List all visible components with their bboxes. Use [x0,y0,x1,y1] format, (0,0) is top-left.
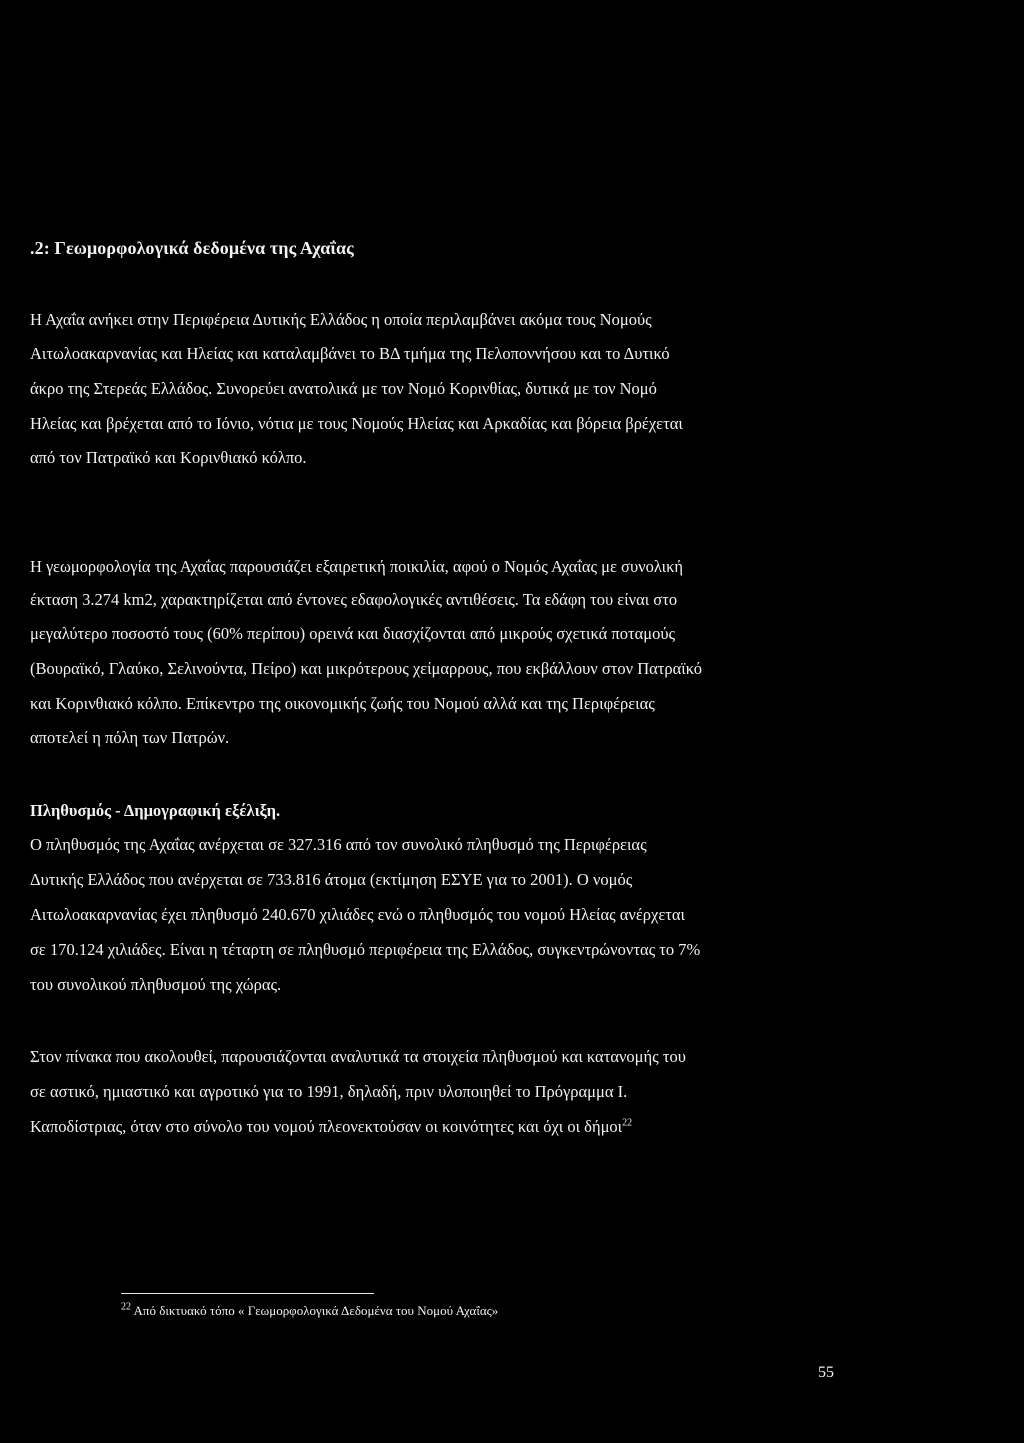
page-number: 55 [818,1364,834,1381]
paragraph-2-line: (Βουραϊκό, Γλαύκο, Σελινούντα, Πείρο) και μικρότερους χείμαρρους, που εκβάλλουν στον Πατραϊκό [30,659,702,678]
paragraph-1-line: από τον Πατραϊκό και Κορινθιακό κόλπο. [30,448,307,467]
paragraph-1-line: Αιτωλοακαρνανίας και Ηλείας και καταλαμβάνει το ΒΔ τμήμα της Πελοποννήσου και το Δυτικό [30,344,670,363]
paragraph-2-line: Η γεωμορφολογία της Αχαΐας παρουσιάζει εξαιρετική ποικιλία, αφού ο Νομός Αχαΐας με συνολική [30,557,684,576]
population-line: του συνολικού πληθυσμού της χώρας. [30,975,282,994]
paragraph-2-line: αποτελεί η πόλη των Πατρών. [30,728,230,747]
section-heading: .2: Γεωμορφολογικά δεδομένα της Αχαΐας [30,238,354,258]
footnote-text: Από δικτυακό τόπο « Γεωμορφολογικά Δεδομένα του Νομού Αχαΐας» [133,1303,499,1318]
paragraph-1-line: Ηλείας και βρέχεται από το Ιόνιο, νότια με τους Νομούς Ηλείας και Αρκαδίας και βόρεια βρέχεται [30,414,683,433]
paragraph-1-line: άκρο της Στερεάς Ελλάδος. Συνορεύει ανατολικά με τον Νομό Κορινθίας, δυτικά με τον Νομό [30,379,657,398]
paragraph-2-line: έκταση 3.274 km2, χαρακτηρίζεται από έντονες εδαφολογικές αντιθέσεις. Τα εδάφη του είναι στο [30,590,678,609]
population-subheading: Πληθυσμός - Δημογραφική εξέλιξη. [30,801,281,820]
population-line: Ο πληθυσμός της Αχαΐας ανέρχεται σε 327.316 από τον συνολικό πληθυσμό της Περιφέρειας [30,835,647,854]
footnote-divider [121,1293,374,1294]
paragraph-1-line: Η Αχαΐα ανήκει στην Περιφέρεια Δυτικής Ελλάδος η οποία περιλαμβάνει ακόμα τους Νομούς [30,310,652,329]
paragraph-4-text: Καποδίστριας, όταν στο σύνολο του νομού πλεονεκτούσαν οι κοινότητες και όχι οι δήμοι [30,1117,623,1136]
footnote-number: 22 [121,1301,131,1313]
paragraph-2-line: μεγαλύτερο ποσοστό τους (60% περίπου) ορεινά και διασχίζονται από μικρούς σχετικά ποταμούς [30,624,676,643]
paragraph-2-line: και Κορινθιακό κόλπο. Επίκεντρο της οικονομικής ζωής του Νομού αλλά και της Περιφέρειας [30,694,655,713]
population-line: Δυτικής Ελλάδος που ανέρχεται σε 733.816 άτομα (εκτίμηση ΕΣΥΕ για το 2001). Ο νομός [30,870,633,889]
footnote [121,1303,498,1319]
paragraph-4-line: Στον πίνακα που ακολουθεί, παρουσιάζονται αναλυτικά τα στοιχεία πληθυσμού και κατανομής του [30,1047,686,1066]
population-line: σε 170.124 χιλιάδες. Είναι η τέταρτη σε πληθυσμό περιφέρεια της Ελλάδος, συγκεντρώνοντας το 7% [30,940,701,959]
footnote-reference[interactable]: 22 [622,1117,633,1129]
paragraph-4-line: σε αστικό, ημιαστικό και αγροτικό για το 1991, δηλαδή, πριν υλοποιηθεί το Πρόγραμμα Ι. [30,1082,628,1101]
paragraph-4-line [30,1116,632,1138]
population-line: Αιτωλοακαρνανίας έχει πληθυσμό 240.670 χιλιάδες ενώ ο πληθυσμός του νομού Ηλείας ανέρχεται [30,905,685,924]
